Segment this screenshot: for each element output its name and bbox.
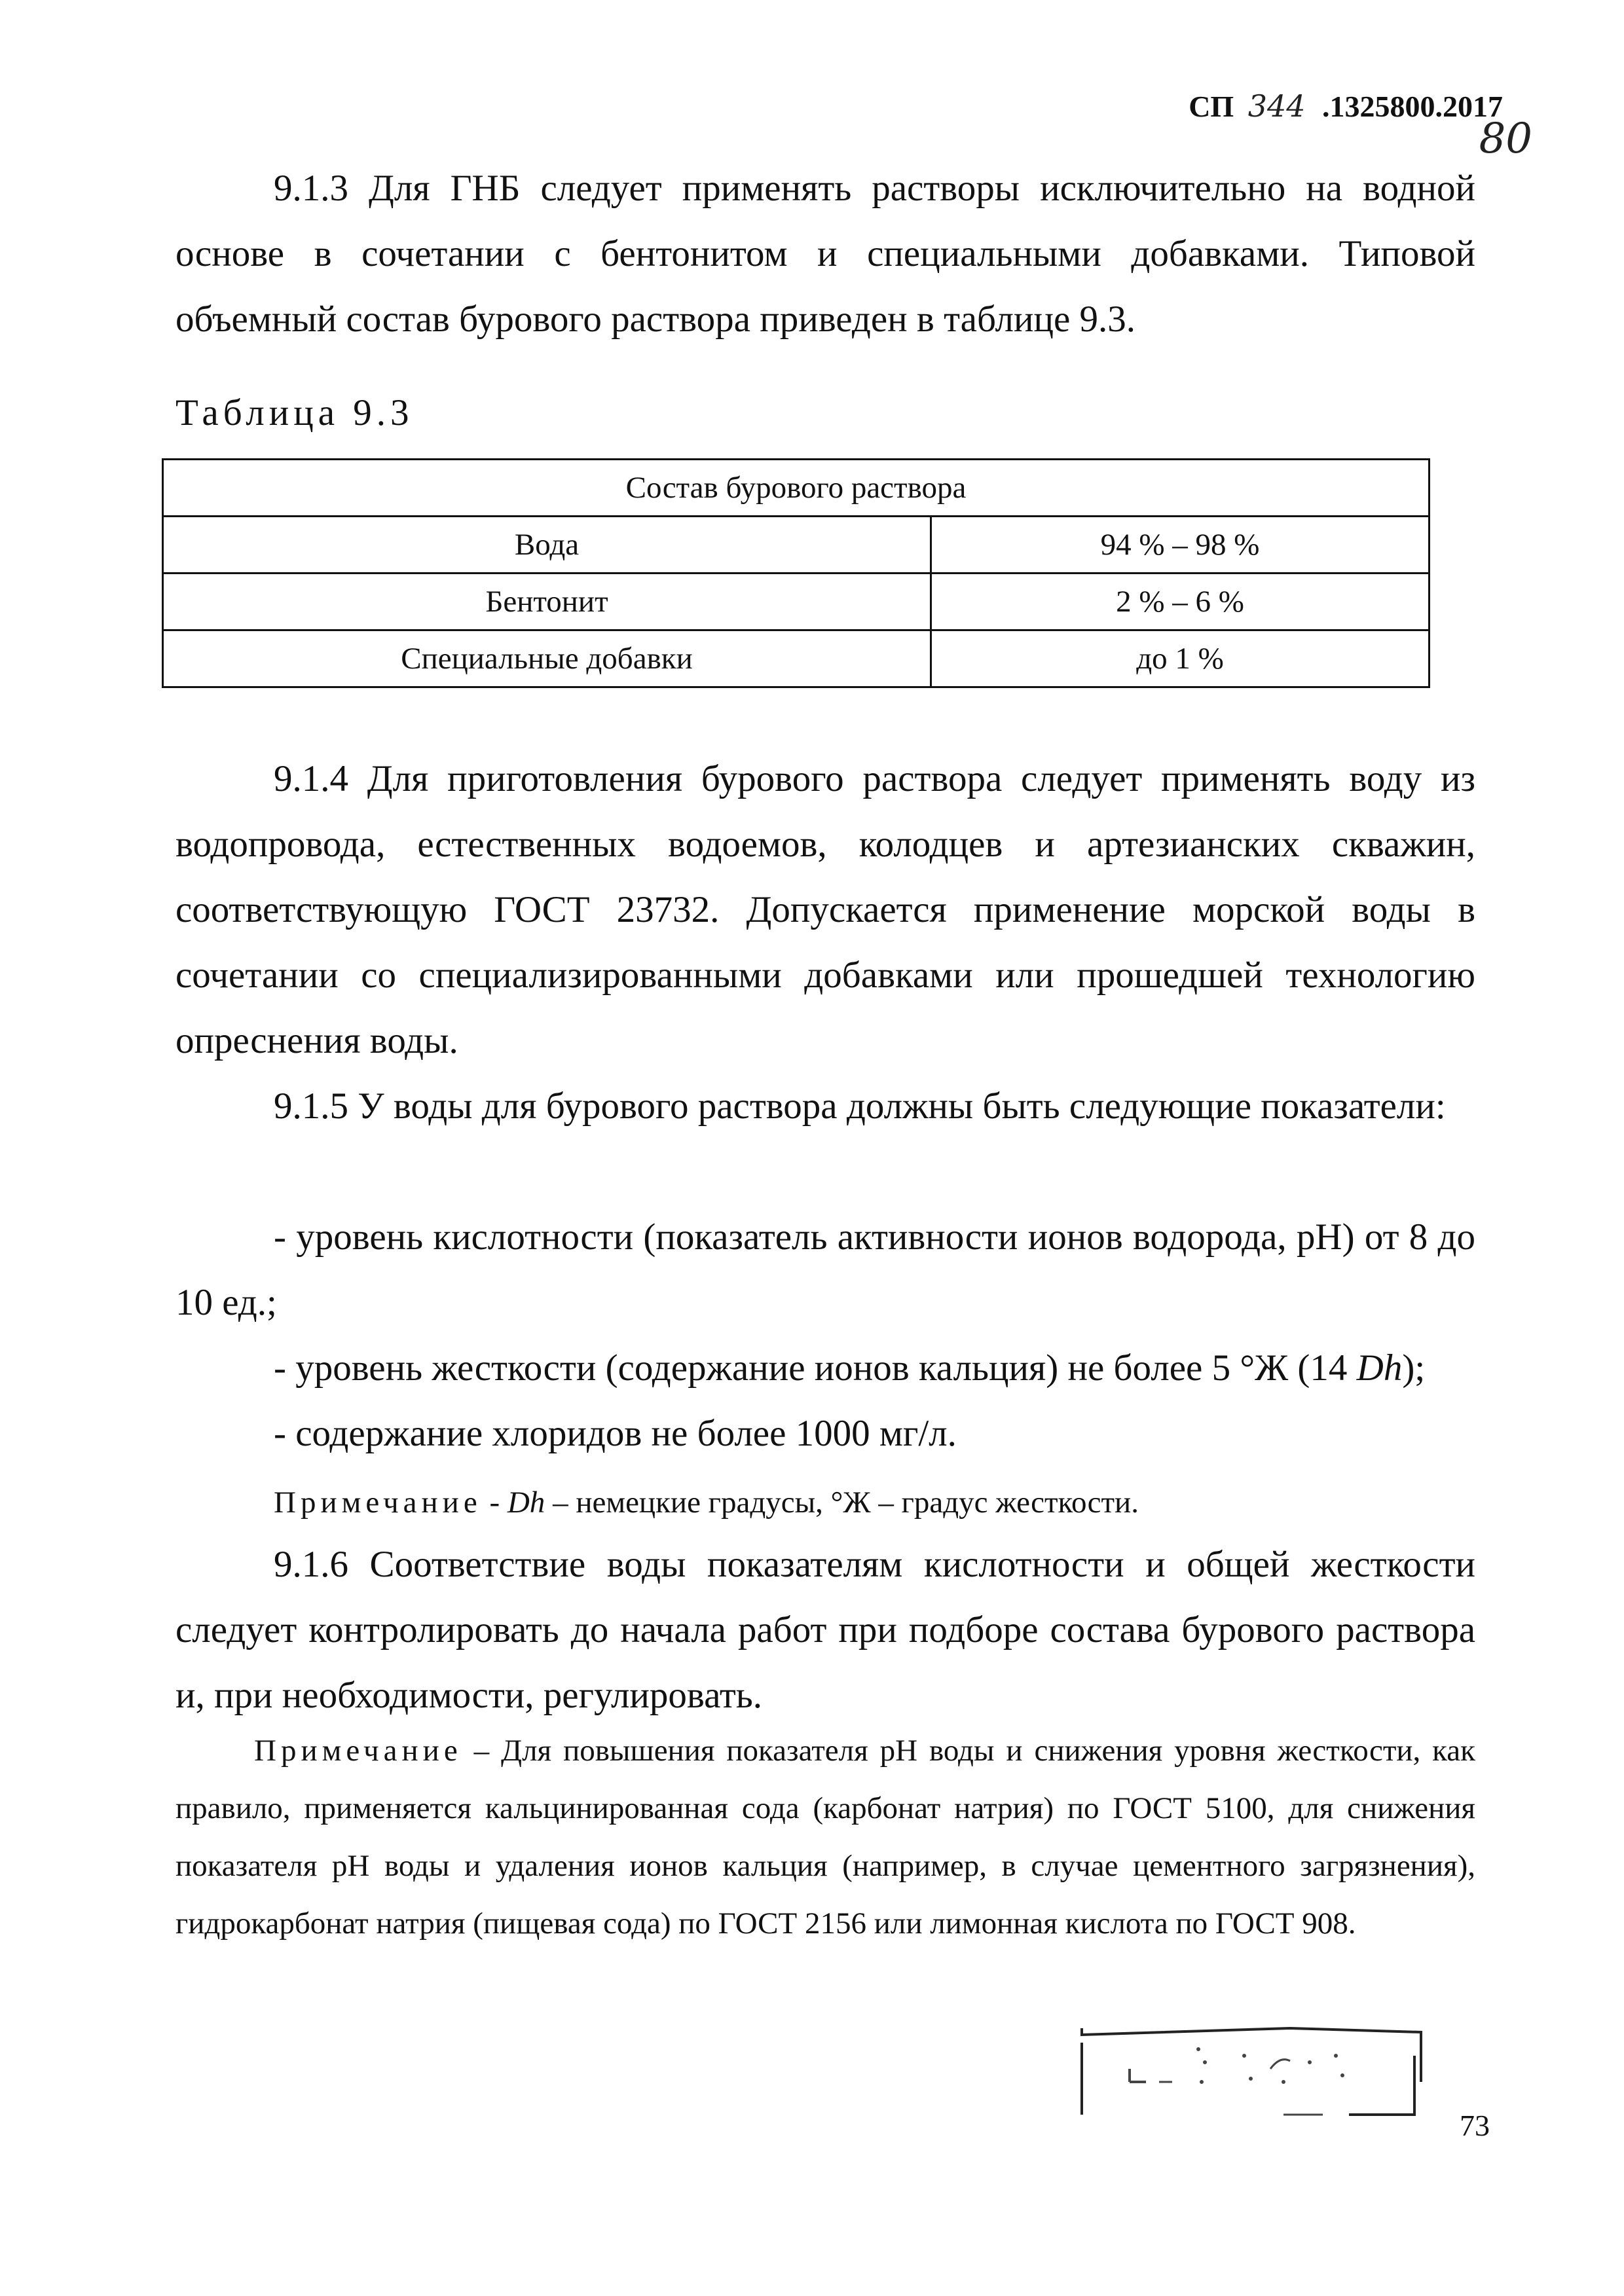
table-caption: Таблица 9.3 xyxy=(175,392,414,433)
composition-table xyxy=(162,458,1430,688)
table-header: Состав бурового раствора xyxy=(163,460,1430,517)
unit-dh: Dh xyxy=(1356,1347,1403,1389)
note-units: Примечание - Dh – немецкие градусы, °Ж – градус жесткости. xyxy=(274,1485,1139,1520)
table-row xyxy=(163,517,1430,574)
paragraph-9-1-5: 9.1.5 У воды для бурового раствора должны быть следующие показатели: xyxy=(274,1085,1446,1127)
table-cell-component: Вода xyxy=(163,517,931,574)
code-prefix: СП xyxy=(1189,90,1234,123)
faded-stamp xyxy=(1074,2016,1428,2128)
list-item-hardness: - уровень жесткости (содержание ионов кальция) не более 5 °Ж (14 Dh); xyxy=(274,1347,1426,1389)
table-cell-component: Бентонит xyxy=(163,574,931,630)
table-header-row xyxy=(163,460,1430,517)
list-item-chlorides: - содержание хлоридов не более 1000 мг/л. xyxy=(274,1413,957,1454)
table-row xyxy=(163,630,1430,687)
list-item-ph: - уровень кислотности (показатель активности ионов водорода, pH) от 8 до 10 ед.; xyxy=(175,1216,1475,1323)
page-number: 73 xyxy=(1460,2109,1490,2142)
note-label: Примечание xyxy=(274,1485,482,1520)
paragraph-9-1-3: 9.1.3 Для ГНБ следует применять растворы исключительно на водной основе в сочетании с бентонитом и специальными добавками. Типовой объемный состав бурового раствора приведен в таблице 9.3. xyxy=(175,168,1475,340)
table-cell-component: Специальные добавки xyxy=(163,630,931,687)
unit-dh: Dh xyxy=(507,1485,545,1520)
paragraph-9-1-4: 9.1.4 Для приготовления бурового раствора следует применять воду из водопровода, естественных водоемов, колодцев и артезианских скважин, соответствующую ГОСТ 23732. Допускается применение морской воды в сочетании со специализированными добавками или прошедшей технологию опреснения воды. xyxy=(175,758,1475,1061)
note-ph-adjustment: Примечание – Для повышения показателя pH воды и снижения уровня жесткости, как правило, применяется кальцинированная сода (карбонат натрия) по ГОСТ 5100, для снижения показателя pH воды и удаления ионов кальция (например, в случае цементного загрязнения), гидрокарбонат натрия (пищевая сода) по ГОСТ 2156 или лимонная кислота по ГОСТ 908. xyxy=(175,1734,1475,1941)
table-cell-value: 2 % – 6 % xyxy=(931,574,1430,630)
code-handwritten-number: 344 xyxy=(1247,88,1306,124)
code-suffix: .1325800.2017 xyxy=(1322,90,1503,123)
note-label: Примечание xyxy=(254,1734,462,1768)
paragraph-9-1-6: 9.1.6 Соответствие воды показателям кислотности и общей жесткости следует контролировать до начала работ при подборе состава бурового раствора и, при необходимости, регулировать. xyxy=(175,1544,1475,1716)
handwritten-page-mark: 80 xyxy=(1479,115,1532,163)
document-code xyxy=(1189,88,1503,124)
table-cell-value: до 1 % xyxy=(931,630,1430,687)
table-row xyxy=(163,574,1430,630)
table-cell-value: 94 % – 98 % xyxy=(931,517,1430,574)
